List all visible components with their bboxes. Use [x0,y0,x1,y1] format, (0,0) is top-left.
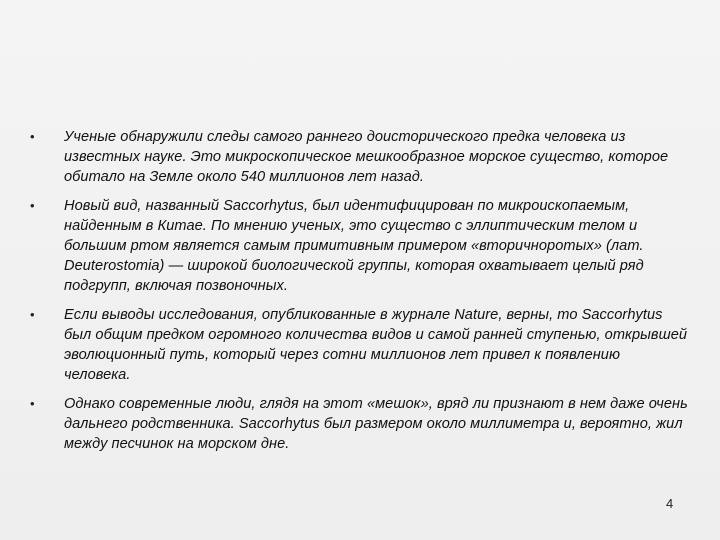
bullet-text: Однако современные люди, глядя на этот «мешок», вряд ли признают в нем даже очень дальнего родственника. Saccorhytus был размером около миллиметра и, вероятно, жил между песчинок на морском дне. [64,396,688,452]
bullet-item [30,394,690,454]
bullet-item [30,196,690,296]
bullet-item [30,305,690,385]
bullet-text: Если выводы исследования, опубликованные в журнале Nature, верны, то Saccorhytus был общим предком огромного количества видов и самой ранней ступенью, открывшей эволюционный путь, который через сотни миллионов лет привел к появлению человека. [64,307,688,383]
bullet-list [30,127,690,463]
bullet-text: Ученые обнаружили следы самого раннего доисторического предка человека из известных науке. Это микроскопическое мешкообразное морское существо, которое обитало на Земле около 540 миллионов лет назад. [64,129,669,185]
bullet-text: Новый вид, названный Saccorhytus, был идентифицирован по микроископаемым, найденным в Китае. По мнению ученых, это существо с эллиптическим телом и большим ртом является самым примитивным примером «вторичноротых» (лат. Deuterostomia) — широкой биологической группы, которая охватывает целый ряд подгрупп, включая позвоночных. [64,198,644,294]
bullet-item [30,127,690,187]
page-number: 4 [666,496,674,511]
bullet-icon: • [30,396,35,411]
bullet-icon: • [30,198,35,213]
bullet-icon: • [30,307,35,322]
bullet-icon: • [30,129,35,144]
